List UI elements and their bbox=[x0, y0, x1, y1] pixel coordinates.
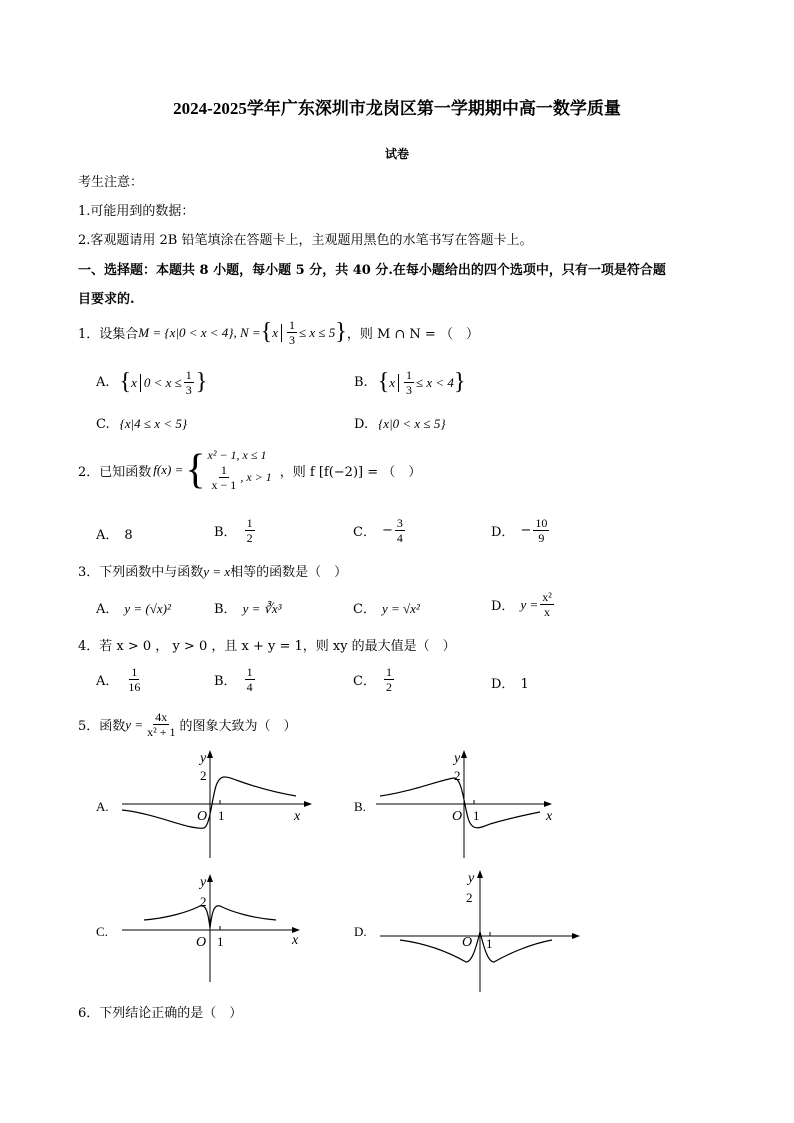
q2-number: 2． bbox=[78, 464, 100, 480]
q4-b-num: 1 bbox=[246, 665, 253, 679]
tick-2-label: 2 bbox=[466, 890, 473, 905]
q1-option-d[interactable] bbox=[354, 416, 446, 432]
q1-b-brace-open: { bbox=[377, 369, 390, 395]
q2-cases bbox=[208, 448, 272, 492]
q1-a-mid: 0 < x ≤ bbox=[143, 374, 182, 390]
question-4 bbox=[78, 635, 456, 654]
q2-case-2-num: 1 bbox=[220, 463, 227, 477]
q5-fn-pre: y = bbox=[125, 716, 144, 732]
q1-a-frac-den: 3 bbox=[185, 383, 192, 397]
q2-c-frac bbox=[395, 516, 405, 545]
q2-b-den: 2 bbox=[246, 531, 253, 545]
q2-option-c-label: C． bbox=[353, 525, 376, 540]
q2-d-num: 10 bbox=[535, 516, 548, 530]
q1-option-c-text: {x|4 ≤ x < 5} bbox=[119, 416, 188, 431]
tick-2-label: 2 bbox=[454, 768, 461, 783]
q1-option-b[interactable] bbox=[354, 368, 465, 397]
q1-set-n-frac bbox=[287, 318, 297, 347]
q4-c-frac bbox=[384, 665, 394, 694]
q2-d-sign: − bbox=[520, 523, 532, 538]
q1-set-n-var: x bbox=[272, 324, 278, 340]
q3-option-a[interactable] bbox=[96, 598, 171, 617]
question-1 bbox=[78, 318, 479, 347]
q3-function: y = x bbox=[203, 564, 231, 579]
y-label: y bbox=[200, 751, 207, 766]
q3-option-c-label: C． bbox=[353, 602, 376, 617]
q5-tail: 的图象大致为（ ） bbox=[179, 719, 297, 734]
q4-b-frac bbox=[245, 665, 255, 694]
y-axis-arrow bbox=[207, 750, 213, 758]
origin-label: O bbox=[197, 809, 208, 824]
q1-b-bar bbox=[398, 374, 399, 392]
q2-case-1: x² − 1, x ≤ 1 bbox=[207, 448, 267, 462]
y-axis-arrow bbox=[461, 750, 467, 758]
q3-option-b-text: y = ∛x³ bbox=[242, 601, 282, 616]
q1-b-frac-den: 3 bbox=[406, 383, 412, 397]
origin-label: O bbox=[196, 935, 207, 950]
q2-option-d-label: D． bbox=[491, 525, 515, 540]
q1-set-m: M = {x|0 < x < 4} bbox=[138, 324, 234, 340]
q2-case-2 bbox=[208, 463, 272, 492]
q1-tail: ，则 M ∩ N = （ ） bbox=[346, 327, 479, 342]
q1-brace-close: } bbox=[335, 319, 347, 345]
page-subtitle: 试卷 bbox=[384, 147, 409, 161]
q3-option-a-text: y = (√x)² bbox=[124, 601, 171, 616]
q5-graph-c-label[interactable]: C. bbox=[96, 924, 108, 939]
q4-option-c[interactable] bbox=[353, 665, 396, 694]
tick-1-label: 1 bbox=[473, 808, 480, 823]
notice-item-1: 1.可能用到的数据： bbox=[78, 204, 195, 219]
q5-graph-d-label[interactable]: D. bbox=[354, 924, 367, 939]
q4-option-b-label: B． bbox=[214, 674, 237, 689]
q3-number: 3． bbox=[78, 565, 100, 580]
q2-tail: ，则 f [f(−2)] = （ ） bbox=[279, 464, 422, 480]
q2-case-2-frac bbox=[210, 463, 239, 492]
q1-option-b-label: B. bbox=[354, 375, 368, 390]
tick-1-label: 1 bbox=[486, 936, 493, 951]
q2-c-sign: − bbox=[381, 523, 393, 538]
q5-lead: 函数 bbox=[99, 719, 126, 734]
section-heading-line2: 目要求的. bbox=[78, 292, 135, 307]
q5-fn-den: x² + 1 bbox=[147, 725, 176, 739]
q3-tail: 相等的函数是（ ） bbox=[230, 565, 348, 580]
q3-d-pre: y = bbox=[520, 596, 539, 612]
q5-graph-d[interactable] bbox=[374, 866, 584, 994]
q4-option-d[interactable] bbox=[491, 673, 529, 692]
x-axis-arrow bbox=[544, 801, 552, 807]
q4-option-a-label: A． bbox=[96, 674, 119, 689]
q4-a-frac bbox=[126, 665, 142, 694]
q1-option-d-text: {x|0 < x ≤ 5} bbox=[378, 416, 446, 431]
x-label: x bbox=[292, 933, 299, 948]
q1-a-bar bbox=[140, 374, 141, 392]
q1-frac-num: 1 bbox=[288, 318, 295, 332]
page-title: 2024-2025学年广东深圳市龙岗区第一学期期中高一数学质量 bbox=[173, 99, 621, 118]
q2-fx: f(x) = bbox=[153, 462, 184, 477]
q1-b-var: x bbox=[389, 374, 395, 390]
q4-option-c-label: C． bbox=[353, 674, 376, 689]
y-label: y bbox=[468, 871, 475, 886]
q1-option-a-label: A. bbox=[96, 375, 110, 390]
x-axis-arrow bbox=[304, 801, 312, 807]
q2-option-a[interactable] bbox=[96, 524, 133, 543]
q2-option-a-label: A． bbox=[96, 528, 119, 543]
q2-b-frac bbox=[245, 516, 255, 545]
q2-c-num: 3 bbox=[396, 516, 403, 530]
origin-label: O bbox=[462, 935, 473, 950]
q2-option-c[interactable] bbox=[353, 516, 407, 545]
x-label: x bbox=[546, 809, 553, 824]
y-label: y bbox=[454, 751, 461, 766]
q1-a-brace-close: } bbox=[195, 369, 208, 395]
q1-number: 1． bbox=[78, 327, 100, 342]
q4-c-den: 2 bbox=[385, 680, 392, 694]
x-label: x bbox=[294, 809, 301, 824]
q4-option-a[interactable] bbox=[96, 665, 144, 694]
q1-b-brace-close: } bbox=[453, 369, 466, 395]
q1-option-a[interactable] bbox=[96, 368, 207, 397]
notice-heading: 考生注意： bbox=[78, 175, 144, 190]
q4-option-b[interactable] bbox=[214, 665, 257, 694]
q3-option-c-text: y = √x² bbox=[381, 601, 420, 616]
q1-a-frac-num: 1 bbox=[185, 368, 192, 382]
q5-fn-num: 4x bbox=[155, 710, 168, 724]
q1-b-rest: ≤ x < 4 bbox=[416, 374, 454, 390]
q2-d-frac bbox=[533, 516, 549, 545]
q3-option-d-label: D． bbox=[491, 599, 515, 614]
q3-option-d[interactable] bbox=[491, 590, 556, 619]
q1-set-n-rest: ≤ x ≤ 5 bbox=[298, 324, 336, 340]
tick-2-label: 2 bbox=[200, 768, 207, 783]
q2-case-2-den: x − 1 bbox=[211, 478, 237, 492]
notice-item-2: 2.客观题请用 2B 铅笔填涂在答题卡上，主观题用黑色的水笔书写在答题卡上。 bbox=[78, 233, 533, 248]
q3-text: 下列函数中与函数 bbox=[99, 565, 204, 580]
q1-a-frac bbox=[184, 368, 194, 397]
q1-lead: 设集合 bbox=[99, 327, 139, 342]
q5-graph-b-label[interactable]: B. bbox=[354, 799, 366, 814]
tick-1-label: 1 bbox=[217, 934, 224, 949]
q4-text: 若 x > 0 ， y > 0 ，且 x + y = 1，则 xy 的最大值是（ ） bbox=[99, 639, 456, 654]
q4-number: 4． bbox=[78, 639, 100, 654]
q4-a-num: 1 bbox=[131, 665, 138, 679]
q1-frac-den: 3 bbox=[288, 333, 295, 347]
q2-option-d[interactable] bbox=[491, 516, 551, 545]
q1-brace-open: { bbox=[260, 319, 273, 345]
q1-option-d-label: D. bbox=[354, 417, 369, 432]
q3-option-a-label: A． bbox=[96, 602, 119, 617]
q4-a-den: 16 bbox=[128, 680, 141, 694]
q2-lead: 已知函数 bbox=[99, 464, 152, 480]
q3-d-num: x² bbox=[542, 590, 552, 604]
q5-fn-frac bbox=[145, 710, 177, 739]
q2-option-b-label: B． bbox=[214, 525, 237, 540]
q2-case-brace: { bbox=[185, 447, 206, 493]
tick-2-label: 2 bbox=[200, 894, 207, 909]
q5-graph-b[interactable] bbox=[370, 748, 570, 860]
y-axis-arrow bbox=[477, 870, 483, 878]
q1-b-frac bbox=[404, 368, 414, 397]
y-label: y bbox=[200, 875, 207, 890]
tick-1-label: 1 bbox=[218, 808, 225, 823]
section-heading-line1: 一、选择题：本题共 8 小题，每小题 5 分，共 40 分.在每小题给出的四个选项中，只有一项是符合题 bbox=[78, 263, 666, 278]
q5-graph-a-label[interactable]: A. bbox=[96, 799, 109, 814]
q2-c-den: 4 bbox=[396, 531, 403, 545]
curve bbox=[122, 777, 296, 828]
q3-d-frac bbox=[540, 590, 554, 619]
q3-option-c[interactable] bbox=[353, 598, 420, 617]
q2-option-b[interactable] bbox=[214, 516, 257, 545]
question-6: 6．下列结论正确的是（ ） bbox=[78, 1006, 243, 1021]
q3-option-b-label: B． bbox=[214, 602, 237, 617]
q1-option-c-label: C. bbox=[96, 417, 110, 432]
q5-graph-a[interactable] bbox=[118, 748, 318, 860]
q2-b-num: 1 bbox=[246, 516, 253, 530]
q4-option-d-label: D． bbox=[491, 677, 515, 692]
q1-a-var: x bbox=[131, 374, 137, 390]
q1-set-n-prefix: , N = bbox=[233, 324, 261, 340]
question-2 bbox=[78, 448, 421, 492]
q4-b-den: 4 bbox=[246, 680, 253, 694]
q1-option-c[interactable] bbox=[96, 416, 187, 432]
q2-d-den: 9 bbox=[538, 531, 545, 545]
x-axis-arrow bbox=[572, 933, 580, 939]
question-5 bbox=[78, 710, 296, 739]
q3-option-b[interactable] bbox=[214, 598, 282, 617]
question-3 bbox=[78, 561, 347, 580]
y-axis-arrow bbox=[207, 874, 213, 882]
q5-number: 5． bbox=[78, 719, 100, 734]
origin-label: O bbox=[452, 809, 463, 824]
q1-set-n-bar bbox=[281, 324, 282, 342]
q2-option-a-text: 8 bbox=[124, 528, 133, 543]
q3-d-den: x bbox=[544, 605, 551, 619]
q5-graph-c[interactable] bbox=[118, 872, 318, 984]
q1-b-frac-num: 1 bbox=[406, 368, 412, 382]
q1-a-brace-open: { bbox=[119, 369, 132, 395]
q4-option-d-text: 1 bbox=[520, 677, 529, 692]
q4-c-num: 1 bbox=[385, 665, 392, 679]
q2-case-2-tail: , x > 1 bbox=[240, 470, 272, 484]
